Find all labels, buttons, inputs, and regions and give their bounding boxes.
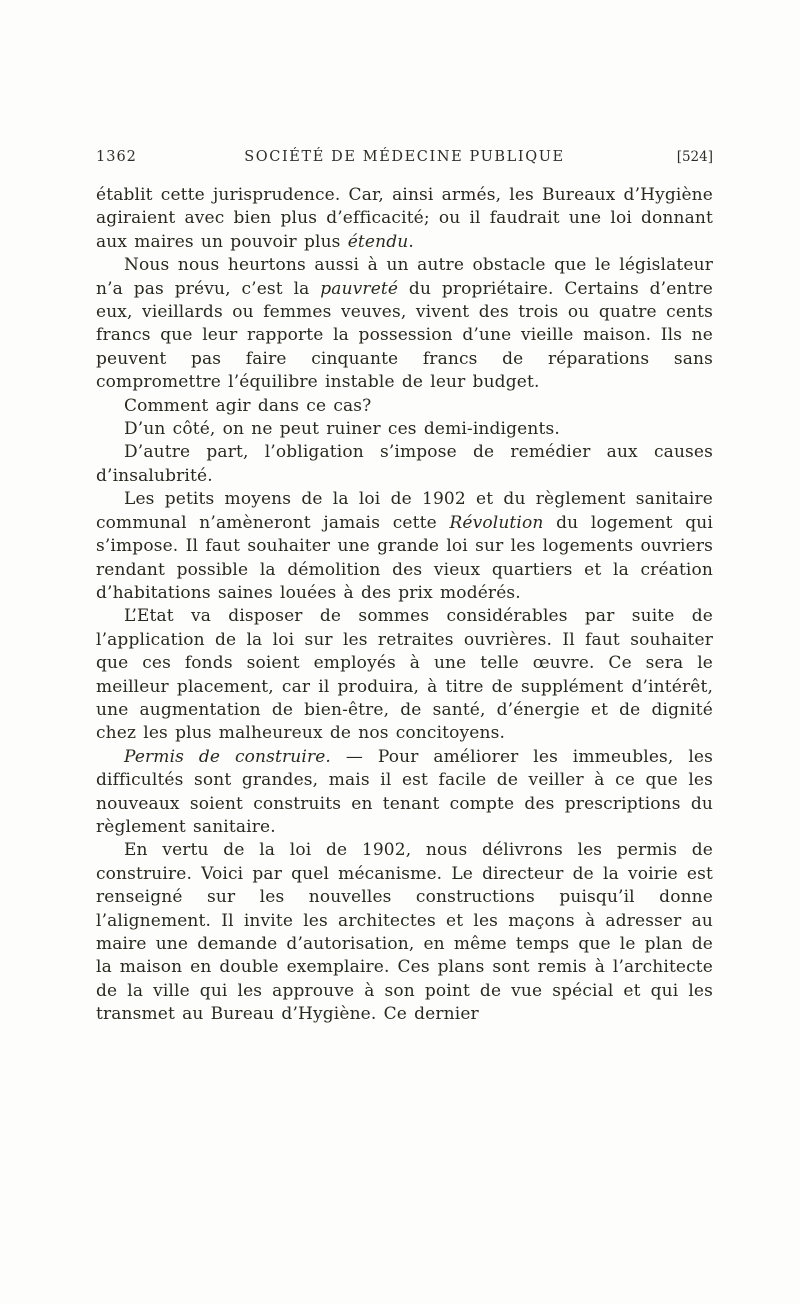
text-run: . bbox=[408, 231, 414, 252]
column-reference: [524] bbox=[676, 149, 713, 165]
text-run: D’autre part, l’obligation s’impose de remédier aux causes d’insalubrité. bbox=[96, 442, 713, 486]
page-content-area bbox=[96, 149, 713, 1027]
text-run: du propriétaire. Certains d’entre eux, vieillards ou femmes veuves, vivent des trois ou quatre cents francs que leur rapporte la possession d’une vieille maison. Ils ne peuvent pas faire cinquante francs de réparations sans compromettre l’équilibre instable de leur budget. bbox=[96, 278, 713, 393]
text-run: du logement qui s’impose. Il faut souhaiter une grande loi sur les logements ouvriers rendant possible la démolition des vieux quartiers et la création d’habitations saines louées à des prix modérés. bbox=[96, 512, 713, 603]
text-run: Les petits moyens de la loi de 1902 et du règlement sanitaire communal n’amèneront jamais cette bbox=[96, 489, 713, 533]
paragraph bbox=[96, 746, 713, 840]
text-run: Nous nous heurtons aussi à un autre obstacle que le législateur n’a pas prévu, c’est la bbox=[96, 255, 713, 299]
italic-text-run: étendu bbox=[347, 231, 409, 252]
paragraph bbox=[96, 184, 713, 254]
paragraph bbox=[96, 395, 713, 418]
italic-text-run: Révolution bbox=[449, 512, 544, 533]
paragraph bbox=[96, 839, 713, 1026]
italic-text-run: Permis de construire. bbox=[124, 746, 331, 767]
text-run: — Pour améliorer les immeubles, les difficultés sont grandes, mais il est facile de veiller à ce que les nouveaux soient construits en tenant compte des prescriptions du règlement sanitaire. bbox=[96, 746, 714, 837]
paragraph bbox=[96, 605, 713, 745]
page-body bbox=[96, 184, 713, 1027]
paragraph bbox=[96, 488, 713, 605]
text-run: L’Etat va disposer de sommes considérables par suite de l’application de la loi sur les retraites ouvrières. Il faut souhaiter que ces fonds soient employés à une telle œuvre. Ce sera le meilleur placement, car il produira, à titre de supplément d’intérêt, une augmentation de bien-être, de santé, d’énergie et de dignité chez les plus malheureux de nos concitoyens. bbox=[96, 606, 713, 744]
paragraph bbox=[96, 441, 713, 488]
running-title: SOCIÉTÉ DE MÉDECINE PUBLIQUE bbox=[244, 149, 565, 165]
italic-text-run: pauvreté bbox=[320, 278, 399, 299]
text-run: En vertu de la loi de 1902, nous délivrons les permis de construire. Voici par quel mécanisme. Le directeur de la voirie est renseigné sur les nouvelles constructions puisqu’il donne l’alignement. Il invite les architectes et les maçons à adresser au maire une demande d’autorisation, en même temps que le plan de la maison en double exemplaire. Ces plans sont remis à l’architecte de la ville qui les approuve à son point de vue spécial et qui les transmet au Bureau d’Hygiène. Ce dernier bbox=[96, 840, 713, 1025]
paragraph bbox=[96, 418, 713, 441]
page-header bbox=[96, 149, 713, 165]
page-number: 1362 bbox=[96, 149, 137, 165]
text-run: Comment agir dans ce cas? bbox=[124, 395, 372, 416]
paragraph bbox=[96, 254, 713, 394]
text-run: D’un côté, on ne peut ruiner ces demi-indigents. bbox=[124, 419, 560, 440]
text-run: établit cette jurisprudence. Car, ainsi armés, les Bureaux d’Hygiène agiraient avec bien plus d’efficacité; ou il faudrait une loi donnant aux maires un pouvoir plus bbox=[96, 185, 713, 252]
